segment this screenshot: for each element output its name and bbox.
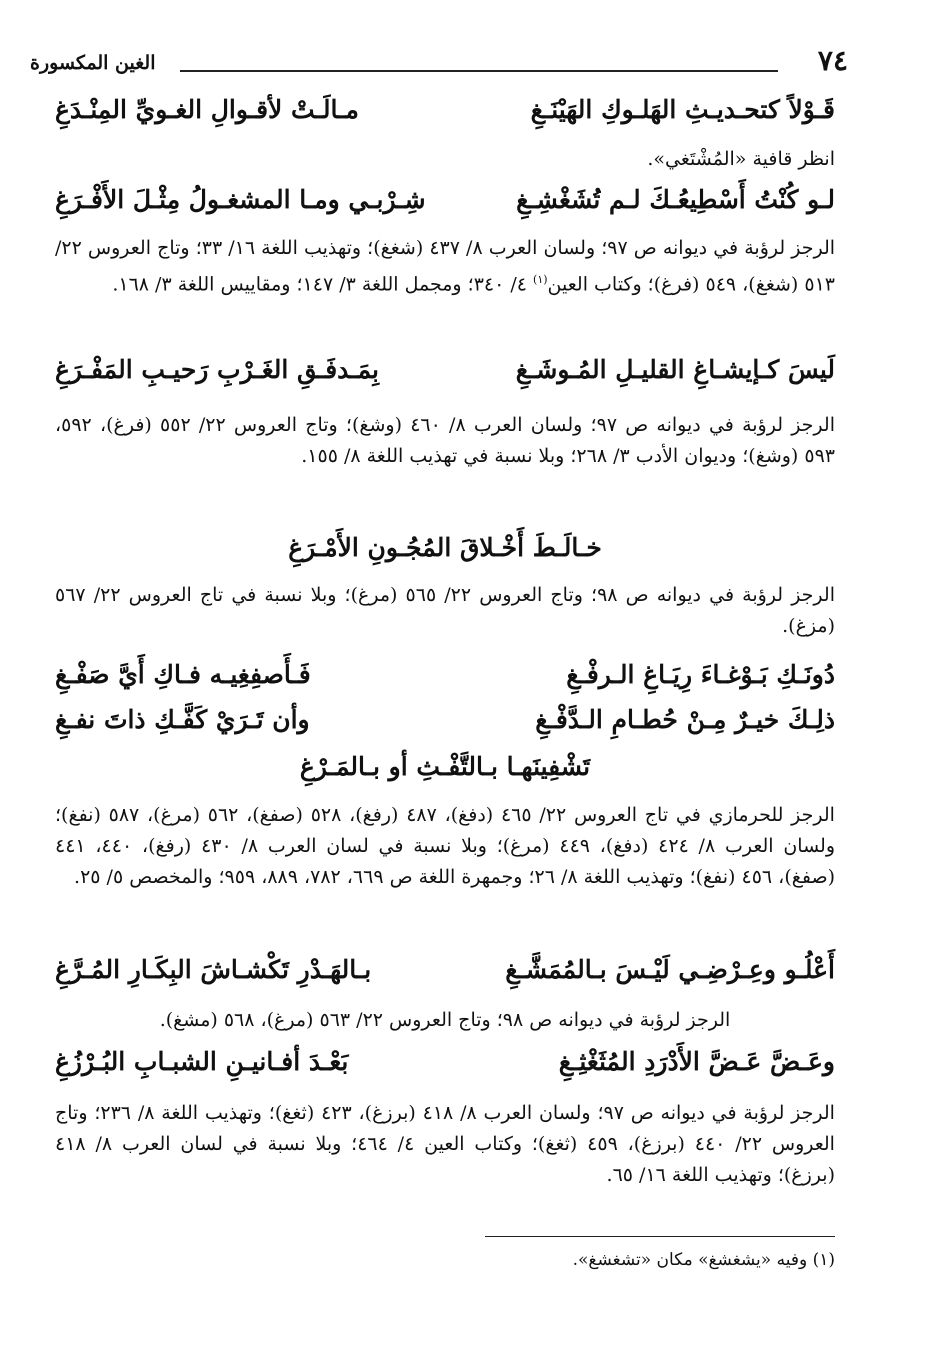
- verse-hemistich-second: مـالَـتْ لأقـوالِ الغـويِّ المِنْـدَغِ: [55, 95, 359, 124]
- verse-hemistich-second: بـالهَـدْرِ تَكْشـاشَ البِكَـارِ المُـرَّغِ: [55, 955, 372, 984]
- verse-line: [55, 185, 835, 229]
- entry-note: [55, 233, 835, 300]
- verse-hemistich-single: تَشْفِينَهـا بـالتَّفْـثِ أو بـالمَـرْغِ: [299, 752, 591, 781]
- entry-note: الرجز لرؤبة في ديوانه ص ٩٧؛ ولسان العرب ٨/ ٤٦٠ (وشغ)؛ وتاج العروس ٢٢/ ٥٥٢ (فرغ)، ٥٩٢، ٥٩٣ (وشغ)؛ وديوان الأدب ٣/ ٢٦٨؛ وبلا نسبة في تهذيب اللغة ٨/ ١٥٥.: [55, 414, 835, 467]
- verse-line: [55, 955, 835, 999]
- verse-hemistich-second: شِـرْبـي ومـا المشغـولُ مِثْـلَ الأَفْـرَغِ: [55, 185, 426, 214]
- verse-line: [55, 355, 835, 399]
- footnote: (١) وفيه «يشغشغ» مكان «تشغشغ».: [572, 1250, 835, 1270]
- verse-hemistich-first: لـو كُنْتُ أَسْطِيعُـكَ لـم تُشَغْشِـغِ: [516, 185, 835, 214]
- footnote-marker[interactable]: (١): [533, 273, 548, 286]
- chapter-title: الغين المكسورة: [30, 52, 156, 74]
- entry-note: الرجز لرؤبة في ديوانه ص ٩٨؛ وتاج العروس ٢٢/ ٥٦٥ (مرغ)؛ وبلا نسبة في تاج العروس ٢٢/ ٥٦٧ (مزغ).: [55, 584, 835, 637]
- page-number: ٧٤: [817, 44, 848, 77]
- verse-line: [55, 1047, 835, 1091]
- verse-hemistich-first: أَعْلُـو وعِـرْضِـي لَيْـسَ بـالمُمَشَّـغِ: [505, 955, 835, 984]
- verse-hemistich-first: قَـوْلاً كتحـديـثِ الهَلـوكِ الهَيْنَـغِ: [530, 95, 835, 124]
- entry-note-text: الرجز لرؤبة في ديوانه ص ٩٧؛ ولسان العرب ٨/ ٤٣٧ (شغغ)؛ وتهذيب اللغة ١٦/ ٣٣؛ وتاج العروس ٢٢/ ٥١٣ (شغغ)، ٥٤٩ (فرغ)؛ وكتاب العين: [55, 237, 836, 296]
- header-rule: [180, 70, 778, 72]
- footnote-rule: [485, 1236, 835, 1237]
- verse-hemistich-first: وعَـضَّ عَـضَّ الأَدْرَدِ المُثَغْثِـغِ: [558, 1047, 835, 1076]
- page-header: [30, 44, 848, 80]
- verse-hemistich-second: وأن تَـرَيْ كَفَّـكِ ذاتَ نفـغِ: [55, 705, 310, 734]
- entry-note: انظر قافية «المُشْتَغي».: [647, 148, 835, 170]
- verse-hemistich-single: خـالَـطَ أَخْـلاقَ المُجُـونِ الأَمْـرَغِ: [288, 533, 602, 562]
- verse-hemistich-first: لَيسَ كـإيشـاغِ القليـلِ المُـوشَـغِ: [515, 355, 835, 384]
- entry-note-tail: ٤/ ٣٤٠؛ ومجمل اللغة ٣/ ١٤٧؛ ومقاييس اللغة ٣/ ١٦٨.: [112, 273, 534, 296]
- entry-note: الرجز لرؤبة في ديوانه ص ٩٨؛ وتاج العروس ٢٢/ ٥٦٣ (مرغ)، ٥٦٨ (مشغ).: [159, 1009, 731, 1031]
- verse-line: [55, 95, 835, 139]
- verse-line: [55, 660, 835, 704]
- verse-line: [55, 705, 835, 749]
- verse-hemistich-first: ذلِـكَ خيـرٌ مِـنْ حُطـامِ الـدَّفْـغِ: [535, 705, 835, 734]
- verse-hemistich-second: بَعْـدَ أفـانيـنِ الشبـابِ البُـرْزُغِ: [55, 1047, 349, 1076]
- verse-hemistich-second: بِمَـدفَـقِ الغَـرْبِ رَحيـبِ المَفْـرَغِ: [55, 355, 380, 384]
- verse-hemistich-first: دُونَـكِ بَـوْغـاءَ رِيَـاغِ الـرفْـغِ: [566, 660, 835, 689]
- verse-hemistich-second: فَـأَصفِغِيـه فـاكِ أَيَّ صَفْـغِ: [55, 660, 311, 689]
- verse-line: [55, 752, 835, 796]
- verse-line: [55, 533, 835, 577]
- entry-note: الرجز لرؤبة في ديوانه ص ٩٧؛ ولسان العرب ٨/ ٤١٨ (برزغ)، ٤٢٣ (ثغغ)؛ وتهذيب اللغة ٨/ ٢٣٦؛ وتاج العروس ٢٢/ ٤٤٠ (برزغ)، ٤٥٩ (ثغغ)؛ وكتاب العين ٤/ ٤٦٤؛ وبلا نسبة في لسان العرب ٨/ ٤١٨ (برزغ)؛ وتهذيب اللغة ١٦/ ٦٥.: [55, 1102, 835, 1186]
- entry-note: الرجز للحرمازي في تاج العروس ٢٢/ ٤٦٥ (دفغ)، ٤٨٧ (رفغ)، ٥٢٨ (صفغ)، ٥٦٢ (مرغ)، ٥٨٧ (نفغ)؛ ولسان العرب ٨/ ٤٢٤ (دفغ)، ٤٤٩ (مرغ)؛ وبلا نسبة في لسان العرب ٨/ ٤٣٠ (رفغ)، ٤٤٠، ٤٤١ (صفغ)، ٤٥٦ (نفغ)؛ وتهذيب اللغة ٨/ ٢٦؛ وجمهرة اللغة ص ٦٦٩، ٧٨٢، ٨٨٩، ٩٥٩؛ والمخصص ٥/ ٢٥.: [55, 804, 835, 888]
